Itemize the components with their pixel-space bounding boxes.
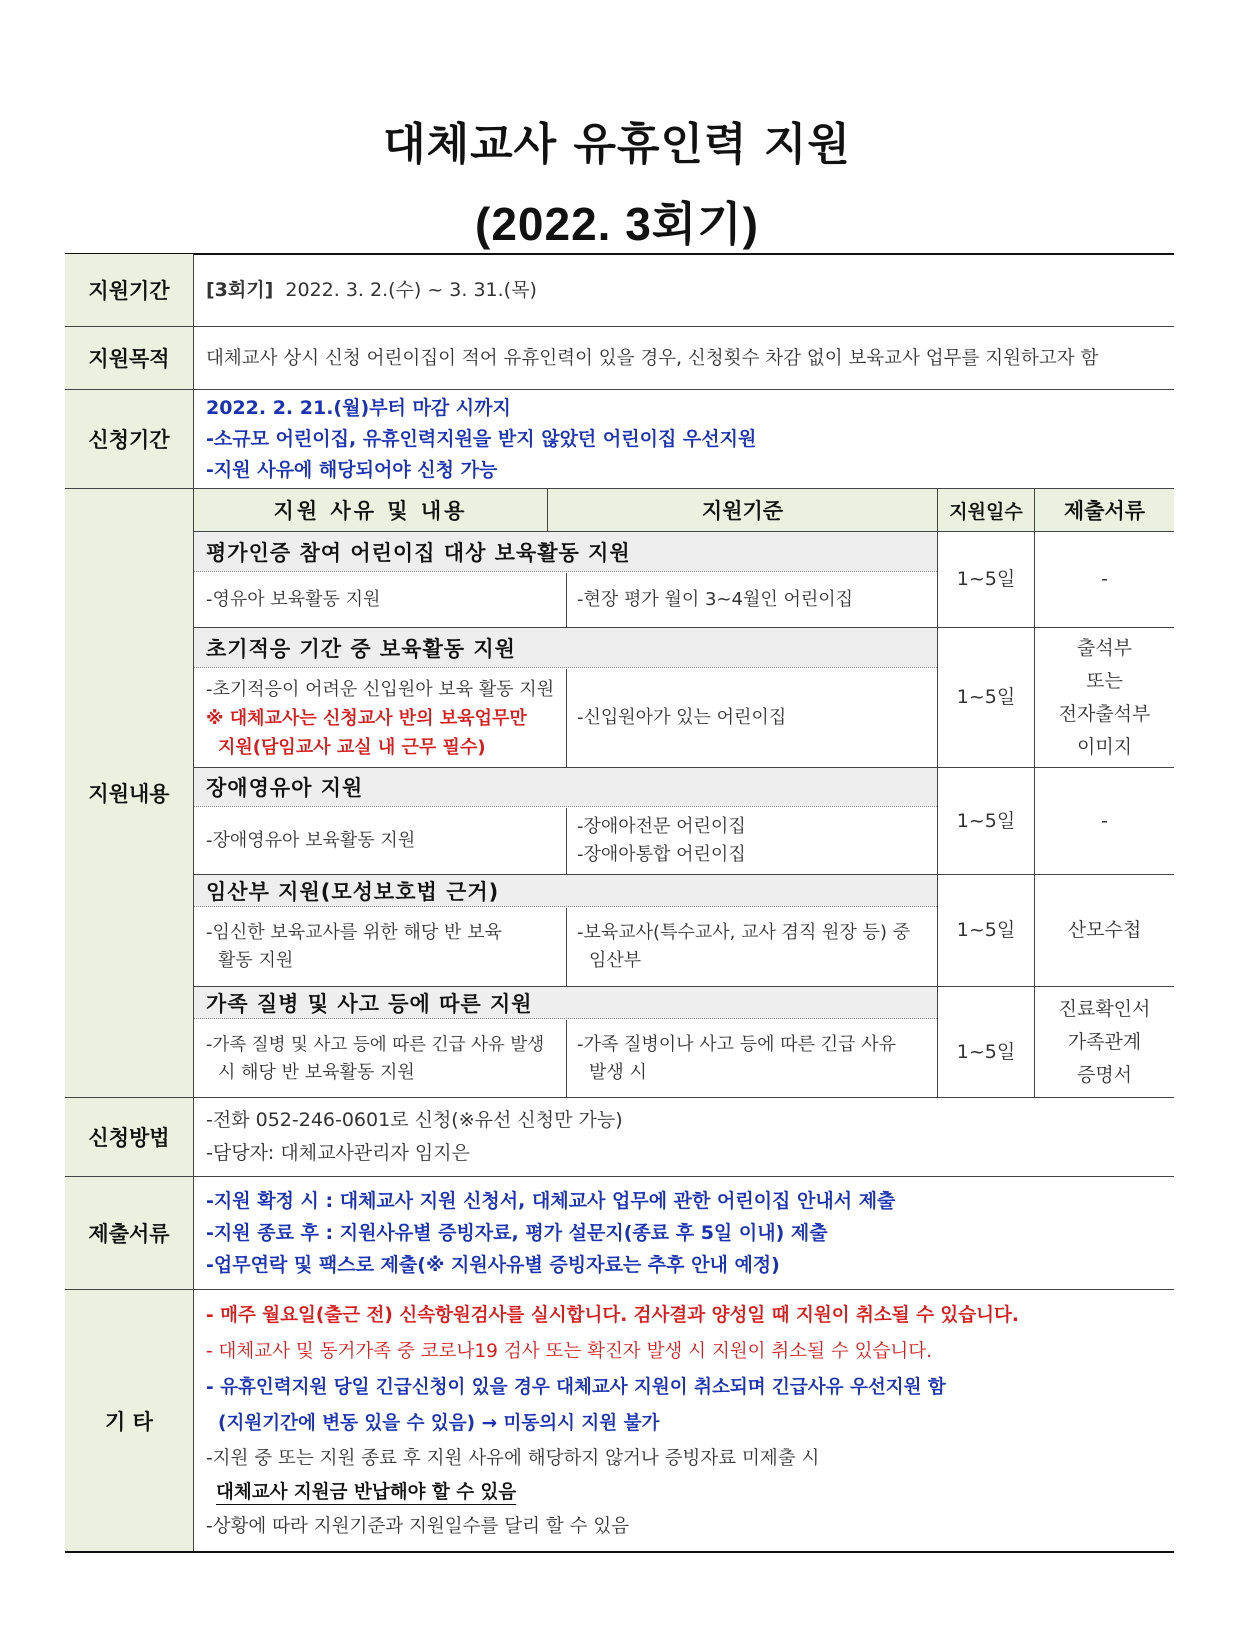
docs-line: 증명서 xyxy=(1076,1063,1133,1086)
content-line: -임신한 보육교사를 위한 해당 반 보육 xyxy=(206,922,502,943)
content-line: 활동 지원 xyxy=(218,950,294,971)
criteria-line: -장애아통합 어린이집 xyxy=(577,844,746,865)
etc-underlined: 대체교사 지원금 반납해야 할 수 있음 xyxy=(216,1481,517,1503)
documents-line: -지원 종료 후 : 지원사유별 증빙자료, 평가 설문지(종료 후 5일 이내) 제출 xyxy=(206,1222,828,1244)
section-title: 초기적응 기간 중 보육활동 지원 xyxy=(194,628,937,668)
section-content xyxy=(194,669,566,767)
section-content xyxy=(194,908,566,986)
method-line: -담당자: 대체교사관리자 임지은 xyxy=(206,1142,470,1164)
section-criteria xyxy=(567,808,937,874)
section-days: 1~5일 xyxy=(956,919,1016,941)
docs-line: - xyxy=(1101,568,1108,590)
section-title: 평가인증 참여 어린이집 대상 보육활동 지원 xyxy=(194,532,937,572)
content-line: -영유아 보육활동 지원 xyxy=(206,589,381,610)
section-docs xyxy=(1035,628,1174,767)
documents-content xyxy=(194,1177,1174,1289)
section-days: 1~5일 xyxy=(956,568,1016,590)
purpose-label: 지원목적 xyxy=(65,327,193,389)
period-tag: [3회기] xyxy=(206,278,274,301)
content-note: ※ 대체교사는 신청교사 반의 보육업무만 xyxy=(206,707,527,729)
period-content xyxy=(194,254,1174,326)
docs-line: 가족관계 xyxy=(1067,1030,1142,1053)
period-value: 2022. 3. 2.(수) ~ 3. 31.(목) xyxy=(285,278,537,301)
section-days: 1~5일 xyxy=(956,686,1016,708)
apply-content xyxy=(194,390,1174,488)
section-days: 1~5일 xyxy=(956,809,1016,832)
criteria-line: -신입원아가 있는 어린이집 xyxy=(577,707,787,728)
etc-line: -상황에 따라 지원기준과 지원일수를 달리 할 수 있음 xyxy=(206,1515,630,1537)
section-criteria xyxy=(567,1020,937,1097)
apply-line: 2022. 2. 21.(월)부터 마감 시까지 xyxy=(206,396,511,419)
section-criteria xyxy=(567,573,937,627)
documents-label: 제출서류 xyxy=(65,1177,193,1289)
content-line: -초기적응이 어려운 신입원아 보육 활동 지원 xyxy=(206,678,555,700)
docs-line: 출석부 xyxy=(1076,636,1133,659)
docs-line: 전자출석부 xyxy=(1058,702,1151,725)
table-bottom-border xyxy=(65,1551,1174,1553)
docs-line: 이미지 xyxy=(1076,735,1133,758)
section-docs xyxy=(1035,532,1174,627)
docs-line: 산모수첩 xyxy=(1067,919,1142,941)
etc-notice: (지원기간에 변동 있을 수 있음) → 미동의시 지원 불가 xyxy=(218,1412,660,1434)
criteria-line: -장애아전문 어린이집 xyxy=(577,816,746,837)
apply-line: -소규모 어린이집, 유휴인력지원을 받지 않았던 어린이집 우선지원 xyxy=(206,427,757,450)
document-subtitle: (2022. 3회기) xyxy=(475,198,759,250)
etc-content xyxy=(194,1290,1174,1551)
section-title: 가족 질병 및 사고 등에 따른 지원 xyxy=(194,987,937,1019)
content-line: -장애영유아 보육활동 지원 xyxy=(206,830,416,851)
content-line: 시 해당 반 보육활동 지원 xyxy=(218,1061,415,1083)
divider xyxy=(547,489,548,532)
documents-line: -업무연락 및 팩스로 제출(※ 지원사유별 증빙자료는 추후 안내 예정) xyxy=(206,1254,780,1276)
documents-line: -지원 확정 시 : 대체교사 지원 신청서, 대체교사 업무에 관한 어린이집 안내서 제출 xyxy=(206,1190,896,1212)
content-note: 지원(담임교사 교실 내 근무 필수) xyxy=(218,736,486,758)
document-title: 대체교사 유휴인력 지원 xyxy=(383,119,851,170)
section-criteria xyxy=(567,669,937,767)
col-header-criteria: 지원기준 xyxy=(548,489,937,531)
section-title: 장애영유아 지원 xyxy=(194,768,937,807)
criteria-line: -가족 질병이나 사고 등에 따른 긴급 사유 xyxy=(577,1033,897,1055)
method-label: 신청방법 xyxy=(65,1098,193,1176)
section-title: 임산부 지원(모성보호법 근거) xyxy=(194,875,937,907)
method-content xyxy=(194,1098,1174,1176)
section-docs xyxy=(1035,768,1174,874)
criteria-line: -보육교사(특수교사, 교사 겸직 원장 등) 중 xyxy=(577,922,911,943)
section-criteria xyxy=(567,908,937,986)
section-docs xyxy=(1035,987,1174,1097)
section-docs xyxy=(1035,875,1174,986)
col-header-days: 지원일수 xyxy=(938,489,1034,531)
etc-line: -지원 중 또는 지원 종료 후 지원 사유에 해당하지 않거나 증빙자료 미제출 시 xyxy=(206,1447,820,1469)
criteria-line: 발생 시 xyxy=(589,1061,647,1083)
etc-warning: - 매주 월요일(출근 전) 신속항원검사를 실시합니다. 검사결과 양성일 때 지원이 취소될 수 있습니다. xyxy=(206,1304,1019,1326)
apply-line: -지원 사유에 해당되어야 신청 가능 xyxy=(206,458,498,481)
section-content xyxy=(194,808,566,874)
docs-line: 진료확인서 xyxy=(1058,997,1151,1020)
support-label: 지원내용 xyxy=(65,489,193,1097)
col-header-content: 지원 사유 및 내용 xyxy=(194,489,547,531)
docs-line: 또는 xyxy=(1086,669,1123,692)
criteria-line: 임산부 xyxy=(589,950,642,971)
col-header-docs: 제출서류 xyxy=(1035,489,1174,531)
docs-line: - xyxy=(1101,809,1108,832)
section-content xyxy=(194,1020,566,1097)
section-content xyxy=(194,573,566,627)
apply-label: 신청기간 xyxy=(65,390,193,488)
etc-warning: - 대체교사 및 동거가족 중 코로나19 검사 또는 확진자 발생 시 지원이 취소될 수 있습니다. xyxy=(206,1340,933,1362)
purpose-value: 대체교사 상시 신청 어린이집이 적어 유휴인력이 있을 경우, 신청횟수 차감 없이 보육교사 업무를 지원하고자 함 xyxy=(206,347,1099,369)
method-line: -전화 052-246-0601로 신청(※유선 신청만 가능) xyxy=(206,1109,623,1131)
etc-notice: - 유휴인력지원 당일 긴급신청이 있을 경우 대체교사 지원이 취소되며 긴급사유 우선지원 함 xyxy=(206,1376,946,1398)
criteria-line: -현장 평가 월이 3~4월인 어린이집 xyxy=(577,589,854,610)
content-line: -가족 질병 및 사고 등에 따른 긴급 사유 발생 xyxy=(206,1034,545,1055)
etc-label: 기 타 xyxy=(65,1290,193,1551)
period-label: 지원기간 xyxy=(65,254,193,326)
section-days: 1~5일 xyxy=(956,1040,1016,1063)
purpose-content xyxy=(194,327,1174,389)
